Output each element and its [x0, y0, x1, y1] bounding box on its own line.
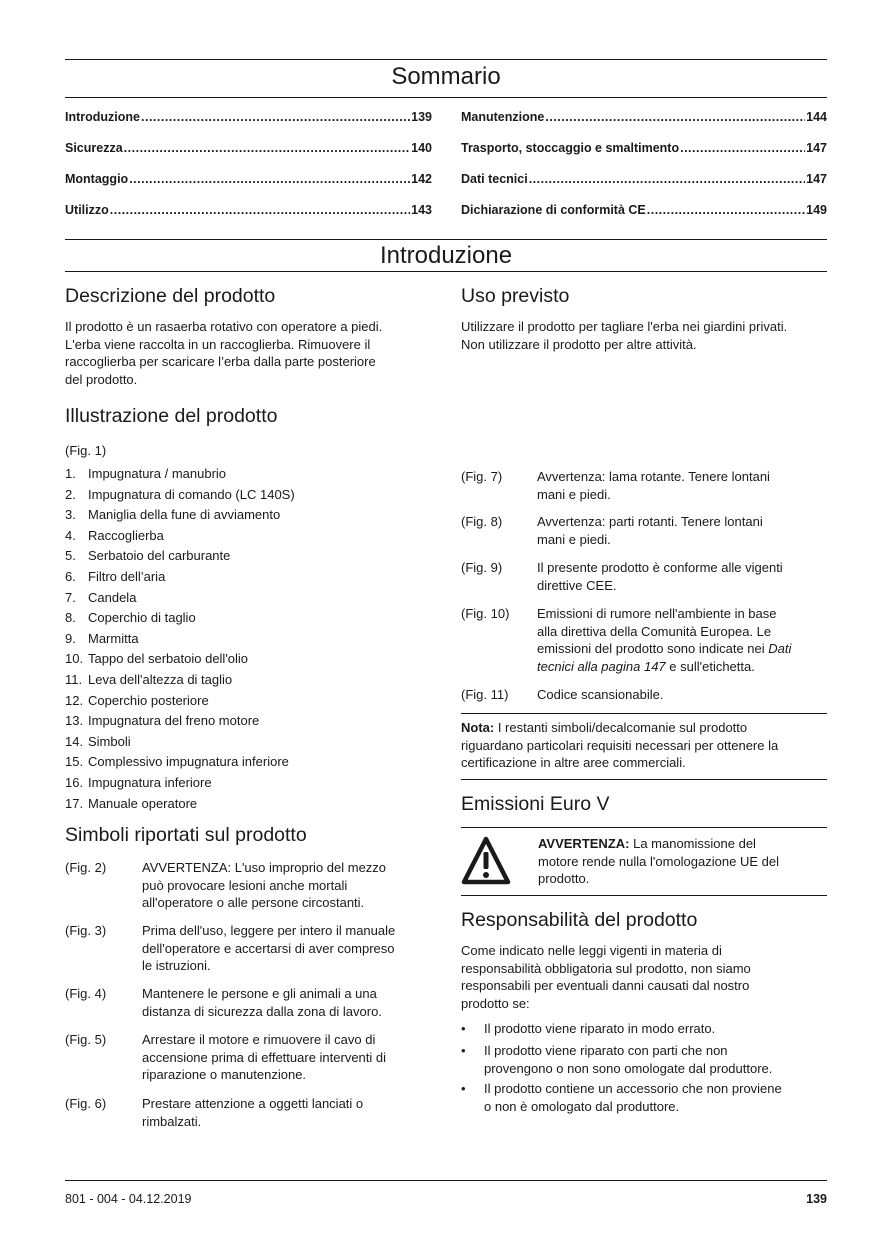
text-line: prodotto se: — [461, 995, 530, 1011]
parts-list-label: Impugnatura di comando (LC 140S) — [88, 486, 295, 502]
text-line: Prestare attenzione a oggetti lanciati o — [142, 1096, 364, 1111]
toc-entry-label: Montaggio — [65, 172, 129, 186]
toc-entry-dichiarazione[interactable] — [461, 203, 827, 217]
fig-label: (Fig. 10) — [461, 606, 510, 621]
parts-list-label: Impugnatura / manubrio — [88, 466, 227, 481]
warning-top-rule — [461, 827, 827, 828]
descrizione-text — [65, 318, 435, 388]
heading-uso-previsto: Uso previsto — [461, 285, 570, 307]
uso-previsto-text — [461, 318, 827, 353]
parts-list-number: 12. — [65, 692, 84, 708]
toc-entry-page: 140 — [411, 141, 432, 155]
text-line: Il prodotto viene riparato con parti che non — [484, 1043, 728, 1058]
fig-label: (Fig. 5) — [65, 1032, 107, 1047]
fig-label: (Fig. 8) — [461, 514, 503, 529]
toc-dot-leader — [529, 172, 805, 186]
parts-list-number: 11. — [65, 672, 83, 687]
warning-text — [538, 835, 827, 888]
text-segment: I restanti simboli/decalcomanie sul prodotto — [494, 720, 748, 735]
parts-list-item — [65, 651, 248, 666]
parts-list-label: Candela — [88, 589, 137, 605]
text-line: certificazione in altre aree commerciali. — [461, 755, 686, 770]
parts-list-item — [65, 754, 289, 769]
fig-1-reference: (Fig. 1) — [65, 443, 107, 458]
text-line: del prodotto. — [65, 371, 138, 387]
note-bottom-rule — [461, 779, 827, 780]
fig-label: (Fig. 3) — [65, 923, 107, 938]
bullet-mark: • — [461, 1043, 466, 1058]
parts-list-label: Maniglia della fune di avviamento — [88, 507, 281, 523]
toc-entry-label: Dati tecnici — [461, 172, 528, 186]
parts-list-number: 2. — [65, 486, 76, 502]
toc-entry-sicurezza[interactable] — [65, 141, 432, 155]
toc-entry-page: 144 — [806, 110, 827, 124]
toc-entry-label: Manutenzione — [461, 110, 545, 124]
symbol-row-fig-8 — [461, 513, 827, 548]
parts-list-item — [65, 775, 212, 790]
fig-label: (Fig. 11) — [461, 687, 509, 702]
dati-tecnici-link[interactable]: Dati — [768, 641, 792, 656]
text-segment: e sull'etichetta. — [665, 658, 755, 674]
toc-dot-leader — [110, 203, 410, 217]
toc-entry-page: 142 — [411, 172, 432, 186]
text-line: all'operatore o alle persone circostanti. — [142, 895, 365, 910]
parts-list-item — [65, 507, 280, 522]
warning-triangle-icon — [461, 836, 511, 886]
text-line: mani e piedi. — [537, 531, 611, 547]
text-line: Avvertenza: lama rotante. Tenere lontani — [537, 469, 770, 484]
text-line: Il prodotto è un rasaerba rotativo con operatore a piedi. — [65, 319, 383, 334]
symbol-description — [537, 468, 827, 503]
toc-dot-leader — [545, 110, 805, 124]
text-line: Codice scansionabile. — [537, 687, 664, 702]
symbol-row-fig-10 — [461, 605, 827, 675]
symbol-row-fig-5 — [65, 1031, 435, 1084]
parts-list-label: Impugnatura del freno motore — [88, 713, 260, 729]
toc-dot-leader — [647, 203, 805, 217]
toc-title: Sommario — [391, 63, 501, 90]
text-line: Arrestare il motore e rimuovere il cavo di — [142, 1032, 376, 1047]
warning-label: AVVERTENZA: — [538, 836, 630, 851]
text-line: raccoglierba per scaricare l’erba dalla parte posteriore — [65, 354, 376, 369]
parts-list-item — [65, 734, 131, 749]
text-line: riparazione o manutenzione. — [142, 1067, 307, 1082]
toc-entry-montaggio[interactable] — [65, 172, 432, 186]
text-line: alla direttiva della Comunità Europea. Le — [537, 623, 772, 639]
toc-entry-introduzione[interactable] — [65, 110, 432, 124]
parts-list-label: Coperchio posteriore — [88, 692, 209, 708]
symbol-description — [142, 922, 435, 975]
text-line — [537, 640, 827, 658]
toc-dot-leader — [141, 110, 410, 124]
toc-entry-page: 143 — [411, 203, 432, 217]
section-title-introduzione: Introduzione — [379, 242, 513, 269]
toc-entry-label: Utilizzo — [65, 203, 109, 217]
text-segment: La manomissione del — [629, 836, 756, 851]
bullet-mark: • — [461, 1021, 466, 1036]
text-line — [538, 835, 827, 853]
bullet-item — [461, 1020, 827, 1038]
symbol-description — [142, 859, 435, 912]
toc-entry-label: Trasporto, stoccaggio e smaltimento — [461, 141, 680, 155]
text-line: può provocare lesioni anche mortali — [142, 877, 348, 893]
toc-entry-utilizzo[interactable] — [65, 203, 432, 217]
fig-label: (Fig. 7) — [461, 469, 503, 484]
top-rule — [65, 59, 827, 60]
symbol-description — [537, 559, 827, 594]
text-line: accensione prima di effettuare interventi di — [142, 1049, 387, 1065]
parts-list-number: 9. — [65, 630, 76, 646]
symbol-row-fig-7 — [461, 468, 827, 503]
heading-illustrazione: Illustrazione del prodotto — [65, 405, 278, 427]
parts-list-label: Tappo del serbatoio dell'olio — [88, 651, 249, 667]
text-line: Il presente prodotto è conforme alle vigenti — [537, 560, 783, 575]
parts-list-label: Serbatoio del carburante — [88, 548, 231, 564]
text-line: le istruzioni. — [142, 958, 211, 973]
toc-entry-page: 147 — [806, 172, 827, 186]
text-line: prodotto. — [538, 871, 590, 886]
fig-label: (Fig. 4) — [65, 986, 107, 1001]
warning-bottom-rule — [461, 895, 827, 896]
parts-list-number: 6. — [65, 569, 76, 584]
text-line: Avvertenza: parti rotanti. Tenere lontani — [537, 514, 763, 529]
symbol-description — [142, 1031, 435, 1084]
text-line: Mantenere le persone e gli animali a una — [142, 986, 377, 1001]
parts-list-item — [65, 672, 232, 687]
text-line — [537, 658, 827, 676]
parts-list-item — [65, 610, 196, 625]
bullet-item — [461, 1042, 827, 1077]
parts-list-item — [65, 548, 230, 563]
fig-label: (Fig. 6) — [65, 1096, 107, 1111]
responsabilita-text — [461, 942, 827, 1012]
parts-list-label: Impugnatura inferiore — [88, 775, 212, 790]
note-label: Nota: — [461, 720, 495, 735]
text-line: rimbalzati. — [142, 1113, 202, 1129]
text-line: dell'operatore e accertarsi di aver compreso — [142, 940, 395, 956]
parts-list-label: Coperchio di taglio — [88, 610, 196, 626]
text-line: Come indicato nelle leggi vigenti in materia di — [461, 943, 722, 958]
text-line: provengono o non sono omologate dal produttore. — [484, 1060, 773, 1076]
heading-responsabilita: Responsabilità del prodotto — [461, 909, 698, 931]
text-line: Non utilizzare il prodotto per altre attività. — [461, 336, 697, 352]
parts-list-item — [65, 693, 209, 708]
dati-tecnici-link-continued[interactable]: tecnici alla pagina 147 — [537, 658, 666, 674]
toc-entry-manutenzione[interactable] — [461, 110, 827, 124]
text-line: motore rende nulla l'omologazione UE del — [538, 853, 779, 869]
toc-dot-leader — [680, 141, 805, 155]
parts-list-number: 16. — [65, 775, 84, 790]
symbol-description — [537, 605, 827, 675]
text-line: AVVERTENZA: L'uso improprio del mezzo — [142, 860, 387, 875]
text-line: Prima dell'uso, leggere per intero il manuale — [142, 923, 396, 938]
toc-entry-page: 147 — [806, 141, 827, 155]
parts-list-item — [65, 713, 259, 728]
intro-top-rule — [65, 239, 827, 240]
parts-list-number: 8. — [65, 610, 76, 626]
parts-list-item — [65, 466, 226, 481]
parts-list-number: 7. — [65, 589, 76, 605]
toc-entry-label: Dichiarazione di conformità CE — [461, 203, 646, 217]
parts-list-number: 5. — [65, 548, 76, 564]
toc-entry-label: Introduzione — [65, 110, 140, 124]
footer-page-number: 139 — [806, 1192, 827, 1206]
bullet-item — [461, 1080, 827, 1115]
bullet-text — [484, 1020, 827, 1038]
symbol-description — [537, 513, 827, 548]
text-line: responsabili per eventuali danni causati dal nostro — [461, 978, 750, 993]
fig-label: (Fig. 9) — [461, 560, 503, 575]
bullet-text — [484, 1042, 827, 1077]
text-line: Il prodotto viene riparato in modo errato. — [484, 1021, 716, 1036]
parts-list-number: 4. — [65, 527, 76, 543]
text-line: Emissioni di rumore nell'ambiente in base — [537, 606, 777, 621]
parts-list-number: 3. — [65, 507, 76, 523]
heading-emissioni-euro-v: Emissioni Euro V — [461, 793, 610, 815]
toc-dot-leader — [129, 172, 410, 186]
parts-list-number: 15. — [65, 754, 84, 770]
toc-entry-page: 149 — [806, 203, 827, 217]
symbol-description — [142, 985, 435, 1020]
parts-list-item — [65, 569, 165, 584]
symbol-row-fig-3 — [65, 922, 435, 975]
parts-list-label: Raccoglierba — [88, 527, 164, 543]
footer-rule — [65, 1180, 827, 1181]
fig-label: (Fig. 2) — [65, 860, 107, 875]
text-segment: emissioni del prodotto sono indicate nei — [537, 641, 765, 656]
symbol-row-fig-9 — [461, 559, 827, 594]
parts-list-item — [65, 528, 164, 543]
text-line: riguardano particolari requisiti necessari per ottenere la — [461, 737, 779, 753]
symbol-row-fig-4 — [65, 985, 435, 1020]
parts-list-label: Leva dell'altezza di taglio — [88, 672, 233, 687]
parts-list-label: Marmitta — [88, 630, 139, 646]
parts-list-label: Complessivo impugnatura inferiore — [88, 754, 289, 770]
text-line: L'erba viene raccolta in un raccoglierba. Rimuovere il — [65, 336, 371, 352]
parts-list-number: 10. — [65, 651, 84, 667]
symbol-row-fig-11 — [461, 686, 827, 704]
heading-descrizione: Descrizione del prodotto — [65, 285, 276, 307]
parts-list-label: Manuale operatore — [88, 795, 198, 811]
footer-doc-id: 801 - 004 - 04.12.2019 — [65, 1192, 192, 1206]
parts-list-item — [65, 590, 136, 605]
text-line: responsabilità obbligatoria sul prodotto, non siamo — [461, 960, 751, 976]
parts-list-number: 14. — [65, 733, 84, 749]
parts-list-number: 13. — [65, 713, 84, 729]
text-line: mani e piedi. — [537, 486, 611, 502]
bullet-text — [484, 1080, 827, 1115]
parts-list-item — [65, 487, 295, 502]
text-line: Utilizzare il prodotto per tagliare l'erba nei giardini privati. — [461, 319, 788, 334]
note-top-rule — [461, 713, 827, 714]
toc-entry-dati-tecnici[interactable] — [461, 172, 827, 186]
intro-bottom-rule — [65, 271, 827, 272]
text-line: o non è omologato dal produttore. — [484, 1098, 680, 1114]
parts-list-label: Simboli — [88, 733, 131, 749]
text-line: Il prodotto contiene un accessorio che non proviene — [484, 1081, 782, 1096]
bullet-mark: • — [461, 1081, 466, 1096]
toc-entry-page: 139 — [411, 110, 432, 124]
parts-list-item — [65, 631, 139, 646]
text-line: direttive CEE. — [537, 577, 617, 593]
toc-title-rule — [65, 97, 827, 98]
symbol-description — [537, 686, 827, 704]
toc-entry-label: Sicurezza — [65, 141, 123, 155]
parts-list-label: Filtro dell’aria — [88, 569, 166, 584]
symbol-description — [142, 1095, 435, 1130]
parts-list-number: 17. — [65, 795, 84, 811]
toc-dot-leader — [124, 141, 410, 155]
symbol-row-fig-2 — [65, 859, 435, 912]
note-block — [461, 719, 827, 772]
parts-list-item — [65, 796, 197, 811]
symbol-row-fig-6 — [65, 1095, 435, 1130]
parts-list-number: 1. — [65, 466, 76, 481]
text-line: distanza di sicurezza dalla zona di lavoro. — [142, 1003, 382, 1019]
toc-entry-trasporto[interactable] — [461, 141, 827, 155]
heading-simboli: Simboli riportati sul prodotto — [65, 824, 307, 846]
text-line — [461, 719, 827, 737]
